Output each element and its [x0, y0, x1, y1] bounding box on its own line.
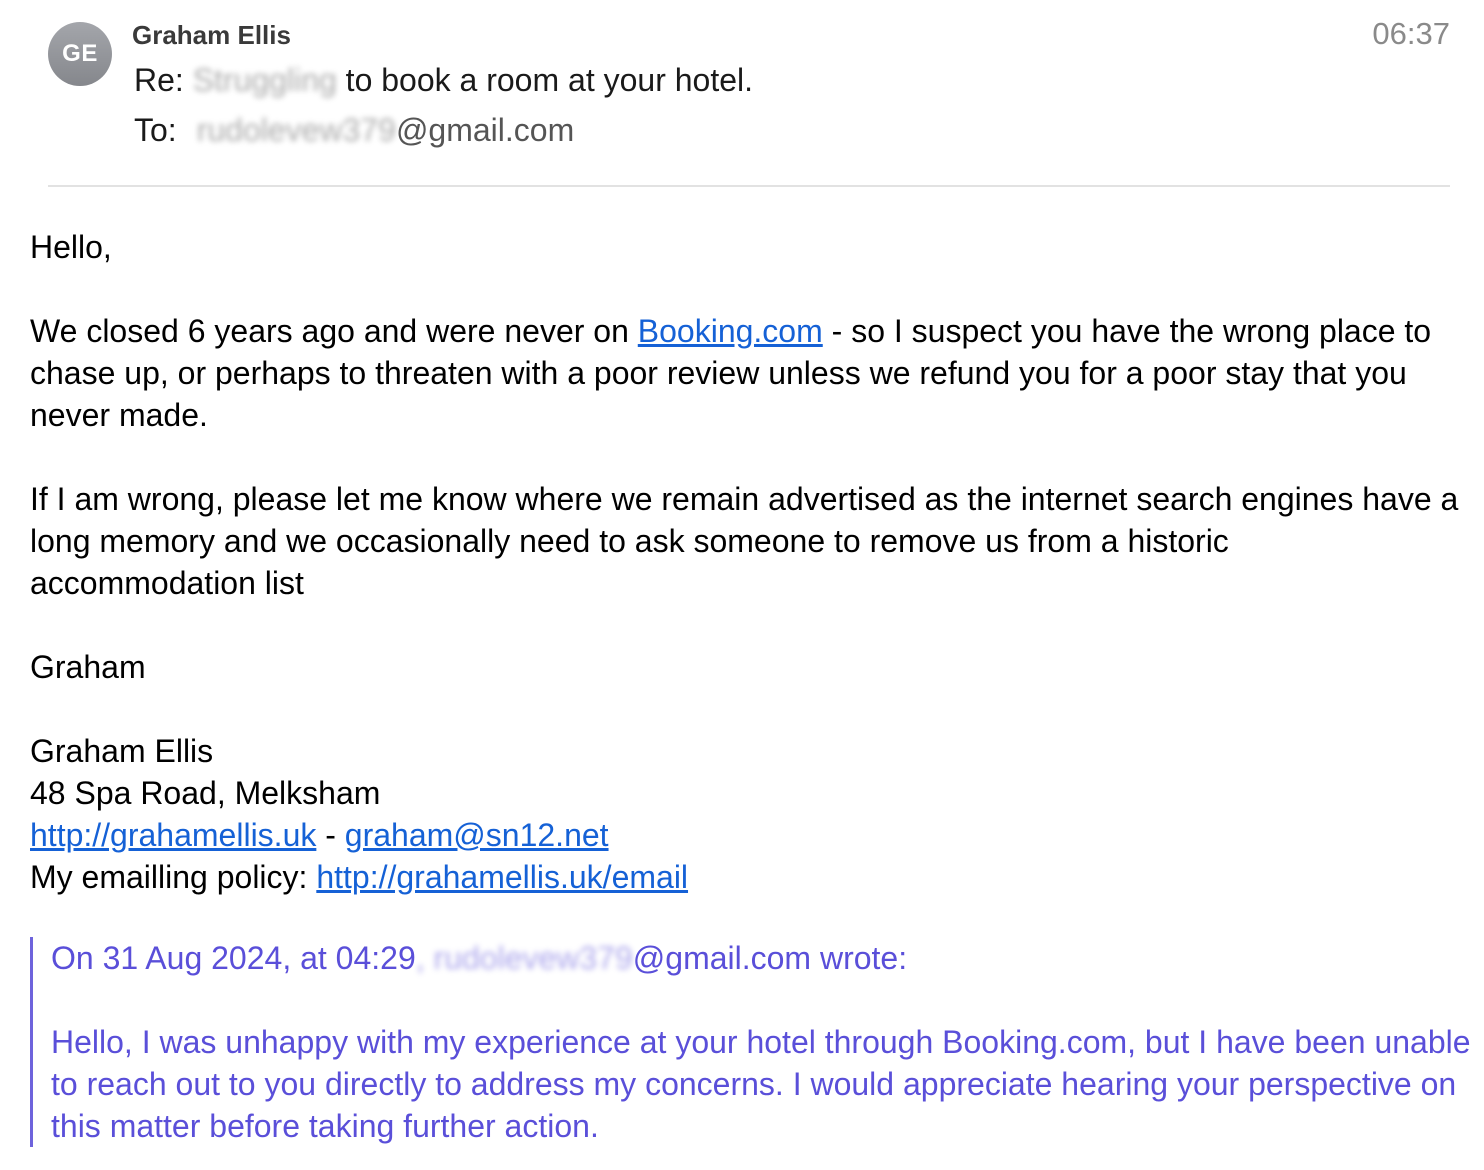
- message-time: 06:37: [1372, 16, 1450, 51]
- website-link[interactable]: http://grahamellis.uk: [30, 817, 317, 853]
- attribution-suffix: @gmail.com wrote:: [632, 940, 908, 976]
- quote-text: Hello, I was unhappy with my experience at your hotel through Booking.com, but I have been unable to reach out to you directly to address my concerns. I would appreciate hearing your perspective on this matter before taking further action.: [51, 1024, 1471, 1144]
- spacer: [30, 436, 1460, 478]
- contact-separator: -: [316, 817, 345, 853]
- spacer: [30, 604, 1460, 646]
- quote-attribution: [51, 937, 1475, 979]
- signoff: Graham: [30, 649, 146, 685]
- spacer: [51, 979, 1475, 1021]
- message-subject: [134, 62, 753, 99]
- recipient-domain[interactable]: @gmail.com: [395, 112, 575, 148]
- signature-name: Graham Ellis: [30, 733, 214, 769]
- header-divider: [48, 185, 1450, 187]
- policy-label: My emailling policy:: [30, 859, 317, 895]
- message-header: [0, 0, 1484, 188]
- subject-redacted-word: Struggling: [192, 62, 337, 98]
- recipient-line: [134, 112, 574, 149]
- subject-rest: to book a room at your hotel.: [345, 62, 754, 98]
- policy-link[interactable]: http://grahamellis.uk/email: [316, 859, 689, 895]
- signature-policy: [30, 856, 1460, 898]
- to-label: To:: [134, 112, 177, 148]
- booking-link[interactable]: Booking.com: [637, 313, 823, 349]
- subject-prefix: Re:: [134, 62, 184, 98]
- p1-text-after: - so I suspect you have the wrong place to chase up, or perhaps to threaten with a poor review unless we refund you for a poor stay that you never made.: [30, 313, 1432, 433]
- spacer: [30, 268, 1460, 310]
- signature-address: 48 Spa Road, Melksham: [30, 775, 381, 811]
- quoted-message: [30, 937, 1475, 1147]
- message-body: [30, 226, 1460, 898]
- paragraph-1: [30, 310, 1460, 436]
- recipient-redacted[interactable]: rudolevew379: [196, 112, 396, 148]
- email-link[interactable]: graham@sn12.net: [344, 817, 609, 853]
- attribution-date: On 31 Aug 2024, at 04:29: [51, 940, 416, 976]
- spacer: [30, 688, 1460, 730]
- greeting: Hello,: [30, 229, 112, 265]
- attribution-redacted: , rudolevew379: [415, 940, 633, 976]
- signature-contact: [30, 814, 1460, 856]
- sender-name[interactable]: Graham Ellis: [132, 20, 291, 50]
- p1-text-before: We closed 6 years ago and were never on: [30, 313, 638, 349]
- paragraph-2: If I am wrong, please let me know where we remain advertised as the internet search engines have a long memory and we occasionally need to ask someone to remove us from a historic accommodation list: [30, 481, 1459, 601]
- sender-avatar[interactable]: GE: [48, 22, 112, 86]
